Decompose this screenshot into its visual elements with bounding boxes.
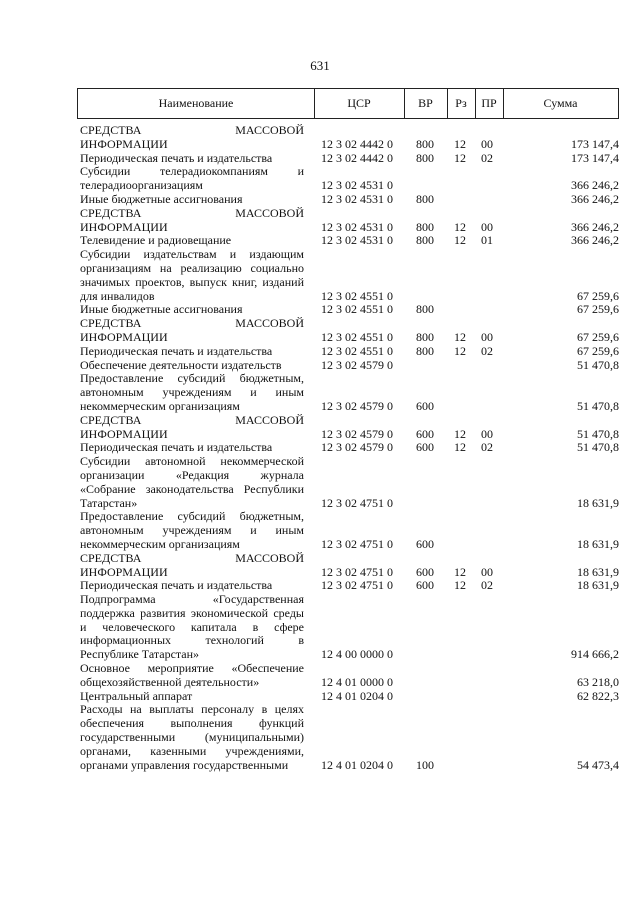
row-name — [80, 703, 304, 772]
row-name — [80, 207, 304, 235]
table-row — [0, 593, 640, 662]
row-csr: 12 3 02 4442 0 — [321, 150, 393, 165]
row-name-line: Центральный аппарат — [80, 688, 193, 703]
row-name-line: телерадиоорганизациям — [80, 178, 203, 193]
table-row — [0, 345, 640, 359]
row-sum: 173 147,4 — [571, 150, 619, 165]
row-name-line: общехозяйственной деятельности» — [80, 674, 260, 689]
row-name-line: Субсидии автономной некоммерческой — [80, 454, 304, 469]
header-rz: Рз — [455, 96, 467, 110]
row-csr: 12 3 02 4551 0 — [321, 329, 393, 344]
row-name-line: Основное мероприятие «Обеспечение — [80, 661, 304, 676]
row-name-line: Расходы на выплаты персоналу в целях — [80, 702, 304, 717]
row-vr: 600 — [416, 578, 434, 593]
row-name-line: ИНФОРМАЦИИ — [80, 329, 168, 344]
row-csr: 12 3 02 4551 0 — [321, 302, 393, 317]
row-name-line: ИНФОРМАЦИИ — [80, 564, 168, 579]
row-vr: 600 — [416, 426, 434, 441]
row-name-line: Периодическая печать и издательства — [80, 150, 273, 165]
row-name-line: некоммерческим организациям — [80, 536, 240, 551]
table-row — [0, 248, 640, 303]
table-row — [0, 234, 640, 248]
row-csr: 12 3 02 4531 0 — [321, 219, 393, 234]
row-sum: 18 631,9 — [577, 578, 619, 593]
row-name-line: Субсидии издательствам и издающим — [80, 247, 304, 262]
row-csr: 12 4 01 0000 0 — [321, 674, 393, 689]
row-pr: 02 — [481, 578, 493, 593]
table-row — [0, 359, 640, 373]
row-pr: 02 — [481, 343, 493, 358]
row-name-line: Предоставление субсидий бюджетным, — [80, 509, 304, 524]
row-name-line: Татарстан» — [80, 495, 138, 510]
row-csr: 12 3 02 4579 0 — [321, 426, 393, 441]
row-csr: 12 3 02 4579 0 — [321, 398, 393, 413]
row-vr: 600 — [416, 536, 434, 551]
table-row — [0, 703, 640, 772]
header-csr: ЦСР — [347, 96, 371, 110]
row-name — [80, 248, 304, 303]
row-vr: 100 — [416, 757, 434, 772]
row-csr: 12 3 02 4751 0 — [321, 564, 393, 579]
row-name-line: Субсидии телерадиокомпаниям и — [80, 164, 304, 179]
table-row — [0, 662, 640, 690]
row-name — [80, 234, 304, 248]
row-name-line: Подпрограмма «Государственная — [80, 592, 304, 607]
table-row — [0, 124, 640, 152]
table-row — [0, 193, 640, 207]
row-name-line: органами, казенными учреждениями, — [80, 743, 304, 758]
row-name-line: Периодическая печать и издательства — [80, 578, 273, 593]
row-sum: 173 147,4 — [571, 136, 619, 151]
header-vr: ВР — [418, 96, 433, 110]
row-name — [80, 690, 304, 704]
row-pr: 00 — [481, 219, 493, 234]
row-csr: 12 4 01 0204 0 — [321, 757, 393, 772]
row-vr: 800 — [416, 343, 434, 358]
page-number: 631 — [310, 58, 330, 73]
row-csr: 12 3 02 4442 0 — [321, 136, 393, 151]
row-name — [80, 510, 304, 551]
row-name — [80, 193, 304, 207]
row-name — [80, 345, 304, 359]
row-rz: 12 — [454, 219, 466, 234]
row-sum: 67 259,6 — [577, 302, 619, 317]
row-name-line: и человеческого капитала в сфере — [80, 619, 304, 634]
row-name — [80, 579, 304, 593]
row-name — [80, 359, 304, 373]
row-rz: 12 — [454, 150, 466, 165]
row-sum: 51 470,8 — [577, 398, 619, 413]
row-vr: 800 — [416, 233, 434, 248]
row-name — [80, 552, 304, 580]
row-name-line: государственными (муниципальными) — [80, 730, 304, 745]
table-row — [0, 552, 640, 580]
row-csr: 12 3 02 4531 0 — [321, 178, 393, 193]
row-sum: 54 473,4 — [577, 757, 619, 772]
row-name-line: СРЕДСТВА МАССОВОЙ — [80, 205, 304, 220]
row-name-line: Телевидение и радиовещание — [80, 233, 232, 248]
row-csr: 12 3 02 4751 0 — [321, 536, 393, 551]
table-row — [0, 690, 640, 704]
row-sum: 67 259,6 — [577, 329, 619, 344]
row-sum: 62 822,3 — [577, 688, 619, 703]
row-csr: 12 3 02 4751 0 — [321, 495, 393, 510]
table-row — [0, 510, 640, 551]
row-name — [80, 455, 304, 510]
row-pr: 02 — [481, 150, 493, 165]
row-name — [80, 662, 304, 690]
table-row — [0, 579, 640, 593]
row-rz: 12 — [454, 440, 466, 455]
row-rz: 12 — [454, 329, 466, 344]
row-sum: 914 666,2 — [571, 647, 619, 662]
row-vr: 600 — [416, 440, 434, 455]
row-sum: 366 246,2 — [571, 191, 619, 206]
row-sum: 51 470,8 — [577, 440, 619, 455]
table-header — [77, 88, 619, 119]
row-sum: 18 631,9 — [577, 536, 619, 551]
row-sum: 18 631,9 — [577, 495, 619, 510]
row-name-line: СРЕДСТВА МАССОВОЙ — [80, 412, 304, 427]
row-name-line: автономным учреждениям и иным — [80, 385, 304, 400]
table-row — [0, 207, 640, 235]
row-csr: 12 3 02 4551 0 — [321, 343, 393, 358]
row-vr: 800 — [416, 302, 434, 317]
table-row — [0, 372, 640, 413]
row-name-line: ИНФОРМАЦИИ — [80, 426, 168, 441]
row-csr: 12 3 02 4579 0 — [321, 357, 393, 372]
table-row — [0, 441, 640, 455]
row-sum: 63 218,0 — [577, 674, 619, 689]
row-rz: 12 — [454, 564, 466, 579]
row-csr: 12 4 00 0000 0 — [321, 647, 393, 662]
row-pr: 00 — [481, 136, 493, 151]
row-csr: 12 3 02 4751 0 — [321, 578, 393, 593]
row-name-line: СРЕДСТВА МАССОВОЙ — [80, 550, 304, 565]
row-rz: 12 — [454, 426, 466, 441]
row-csr: 12 3 02 4551 0 — [321, 288, 393, 303]
row-name-line: значимых проектов, выпуск книг, изданий — [80, 274, 304, 289]
row-rz: 12 — [454, 136, 466, 151]
row-name-line: организациям на реализацию социально — [80, 260, 304, 275]
row-sum: 51 470,8 — [577, 357, 619, 372]
row-name-line: «Собрание законодательства Республики — [80, 481, 304, 496]
row-rz: 12 — [454, 578, 466, 593]
row-vr: 600 — [416, 398, 434, 413]
row-sum: 18 631,9 — [577, 564, 619, 579]
row-pr: 00 — [481, 426, 493, 441]
row-vr: 800 — [416, 136, 434, 151]
row-pr: 00 — [481, 329, 493, 344]
row-name-line: обеспечения выполнения функций — [80, 716, 304, 731]
row-rz: 12 — [454, 233, 466, 248]
table-row — [0, 303, 640, 317]
row-name-line: ИНФОРМАЦИИ — [80, 219, 168, 234]
row-name-line: Предоставление субсидий бюджетным, — [80, 371, 304, 386]
row-name-line: органами управления государственными — [80, 757, 289, 772]
row-vr: 800 — [416, 191, 434, 206]
row-csr: 12 4 01 0204 0 — [321, 688, 393, 703]
row-name-line: организации «Редакция журнала — [80, 467, 304, 482]
row-name — [80, 372, 304, 413]
row-name — [80, 317, 304, 345]
header-pr: ПР — [481, 96, 497, 110]
row-name-line: Периодическая печать и издательства — [80, 440, 273, 455]
table-row — [0, 455, 640, 510]
row-name — [80, 593, 304, 662]
table-row — [0, 317, 640, 345]
row-name-line: некоммерческим организациям — [80, 398, 240, 413]
row-name — [80, 165, 304, 193]
header-name: Наименование — [158, 96, 234, 110]
row-name — [80, 303, 304, 317]
row-sum: 366 246,2 — [571, 178, 619, 193]
row-name-line: ИНФОРМАЦИИ — [80, 136, 168, 151]
row-sum: 67 259,6 — [577, 343, 619, 358]
row-name — [80, 152, 304, 166]
row-name — [80, 441, 304, 455]
row-sum: 51 470,8 — [577, 426, 619, 441]
row-csr: 12 3 02 4579 0 — [321, 440, 393, 455]
row-pr: 02 — [481, 440, 493, 455]
header-sum: Сумма — [543, 96, 578, 110]
row-name-line: Периодическая печать и издательства — [80, 343, 273, 358]
row-vr: 600 — [416, 564, 434, 579]
row-name-line: СРЕДСТВА МАССОВОЙ — [80, 123, 304, 137]
row-csr: 12 3 02 4531 0 — [321, 191, 393, 206]
row-sum: 366 246,2 — [571, 219, 619, 234]
row-name-line: Иные бюджетные ассигнования — [80, 302, 243, 317]
row-name-line: автономным учреждениям и иным — [80, 523, 304, 538]
row-vr: 800 — [416, 150, 434, 165]
row-rz: 12 — [454, 343, 466, 358]
row-vr: 800 — [416, 219, 434, 234]
row-name-line: Иные бюджетные ассигнования — [80, 191, 243, 206]
row-name-line: СРЕДСТВА МАССОВОЙ — [80, 316, 304, 331]
row-name-line: поддержка развития экономической среды — [80, 605, 304, 620]
row-name-line: информационных технологий в — [80, 633, 304, 648]
row-pr: 01 — [481, 233, 493, 248]
row-name — [80, 124, 304, 152]
row-csr: 12 3 02 4531 0 — [321, 233, 393, 248]
table-body — [0, 124, 640, 772]
row-sum: 366 246,2 — [571, 233, 619, 248]
row-name-line: Обеспечение деятельности издательств — [80, 357, 282, 372]
table-row — [0, 165, 640, 193]
row-name-line: Республике Татарстан» — [80, 647, 200, 662]
table-row — [0, 152, 640, 166]
row-name — [80, 414, 304, 442]
row-vr: 800 — [416, 329, 434, 344]
row-pr: 00 — [481, 564, 493, 579]
row-name-line: для инвалидов — [80, 288, 155, 303]
row-sum: 67 259,6 — [577, 288, 619, 303]
table-row — [0, 414, 640, 442]
